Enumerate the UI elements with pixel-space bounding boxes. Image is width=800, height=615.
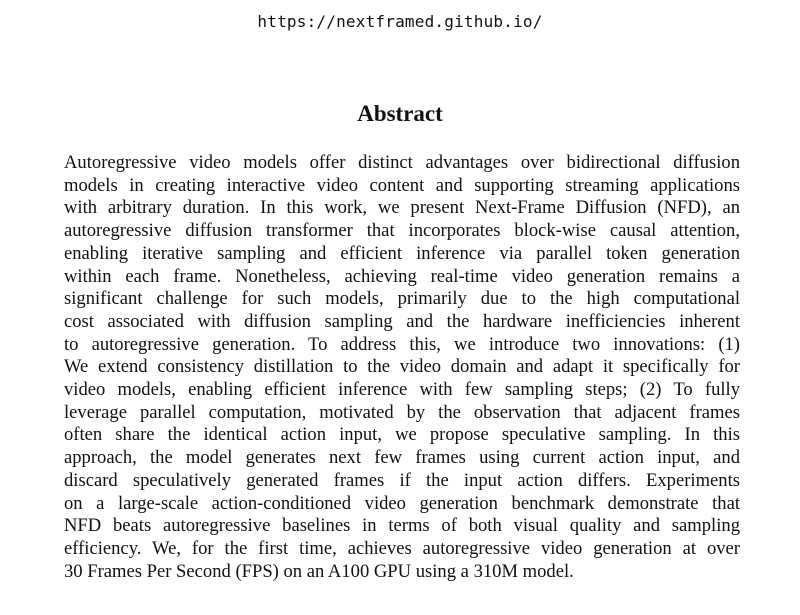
abstract-line: enabling iterative sampling and efficient inference via parallel token generation xyxy=(64,242,740,264)
abstract-heading: Abstract xyxy=(357,101,443,126)
abstract-body xyxy=(64,152,740,583)
abstract-line: leverage parallel computation, motivated by the observation that adjacent frames xyxy=(64,401,740,423)
abstract-line: with arbitrary duration. In this work, we present Next-Frame Diffusion (NFD), an xyxy=(64,197,740,219)
abstract-line: We extend consistency distillation to the video domain and adapt it specifically for xyxy=(64,356,740,378)
abstract-line: 30 Frames Per Second (FPS) on an A100 GPU using a 310M model. xyxy=(64,560,574,582)
abstract-line: Autoregressive video models offer distinct advantages over bidirectional diffusion xyxy=(64,152,740,173)
abstract-line: models in creating interactive video content and supporting streaming applications xyxy=(64,174,740,196)
abstract-line: often share the identical action input, we propose speculative sampling. In this xyxy=(64,424,740,446)
abstract-line: discard speculatively generated frames if the input action differs. Experiments xyxy=(64,469,740,491)
project-url[interactable]: https://nextframed.github.io/ xyxy=(257,12,543,31)
abstract-line: within each frame. Nonetheless, achieving real-time video generation remains a xyxy=(64,265,740,287)
abstract-line: approach, the model generates next few frames using current action input, and xyxy=(64,447,740,469)
abstract-line: on a large-scale action-conditioned video generation benchmark demonstrate that xyxy=(64,492,740,514)
abstract-line: efficiency. We, for the first time, achieves autoregressive video generation at over xyxy=(64,537,740,559)
abstract-line: significant challenge for such models, primarily due to the high computational xyxy=(64,288,740,310)
abstract-line: to autoregressive generation. To address this, we introduce two innovations: (1) xyxy=(64,333,740,355)
abstract-line: autoregressive diffusion transformer that incorporates block-wise causal attention, xyxy=(64,220,740,242)
abstract-line: NFD beats autoregressive baselines in terms of both visual quality and sampling xyxy=(64,515,740,537)
abstract-line: video models, enabling efficient inference with few sampling steps; (2) To fully xyxy=(64,379,740,401)
abstract-line: cost associated with diffusion sampling and the hardware inefficiencies inherent xyxy=(64,310,740,332)
